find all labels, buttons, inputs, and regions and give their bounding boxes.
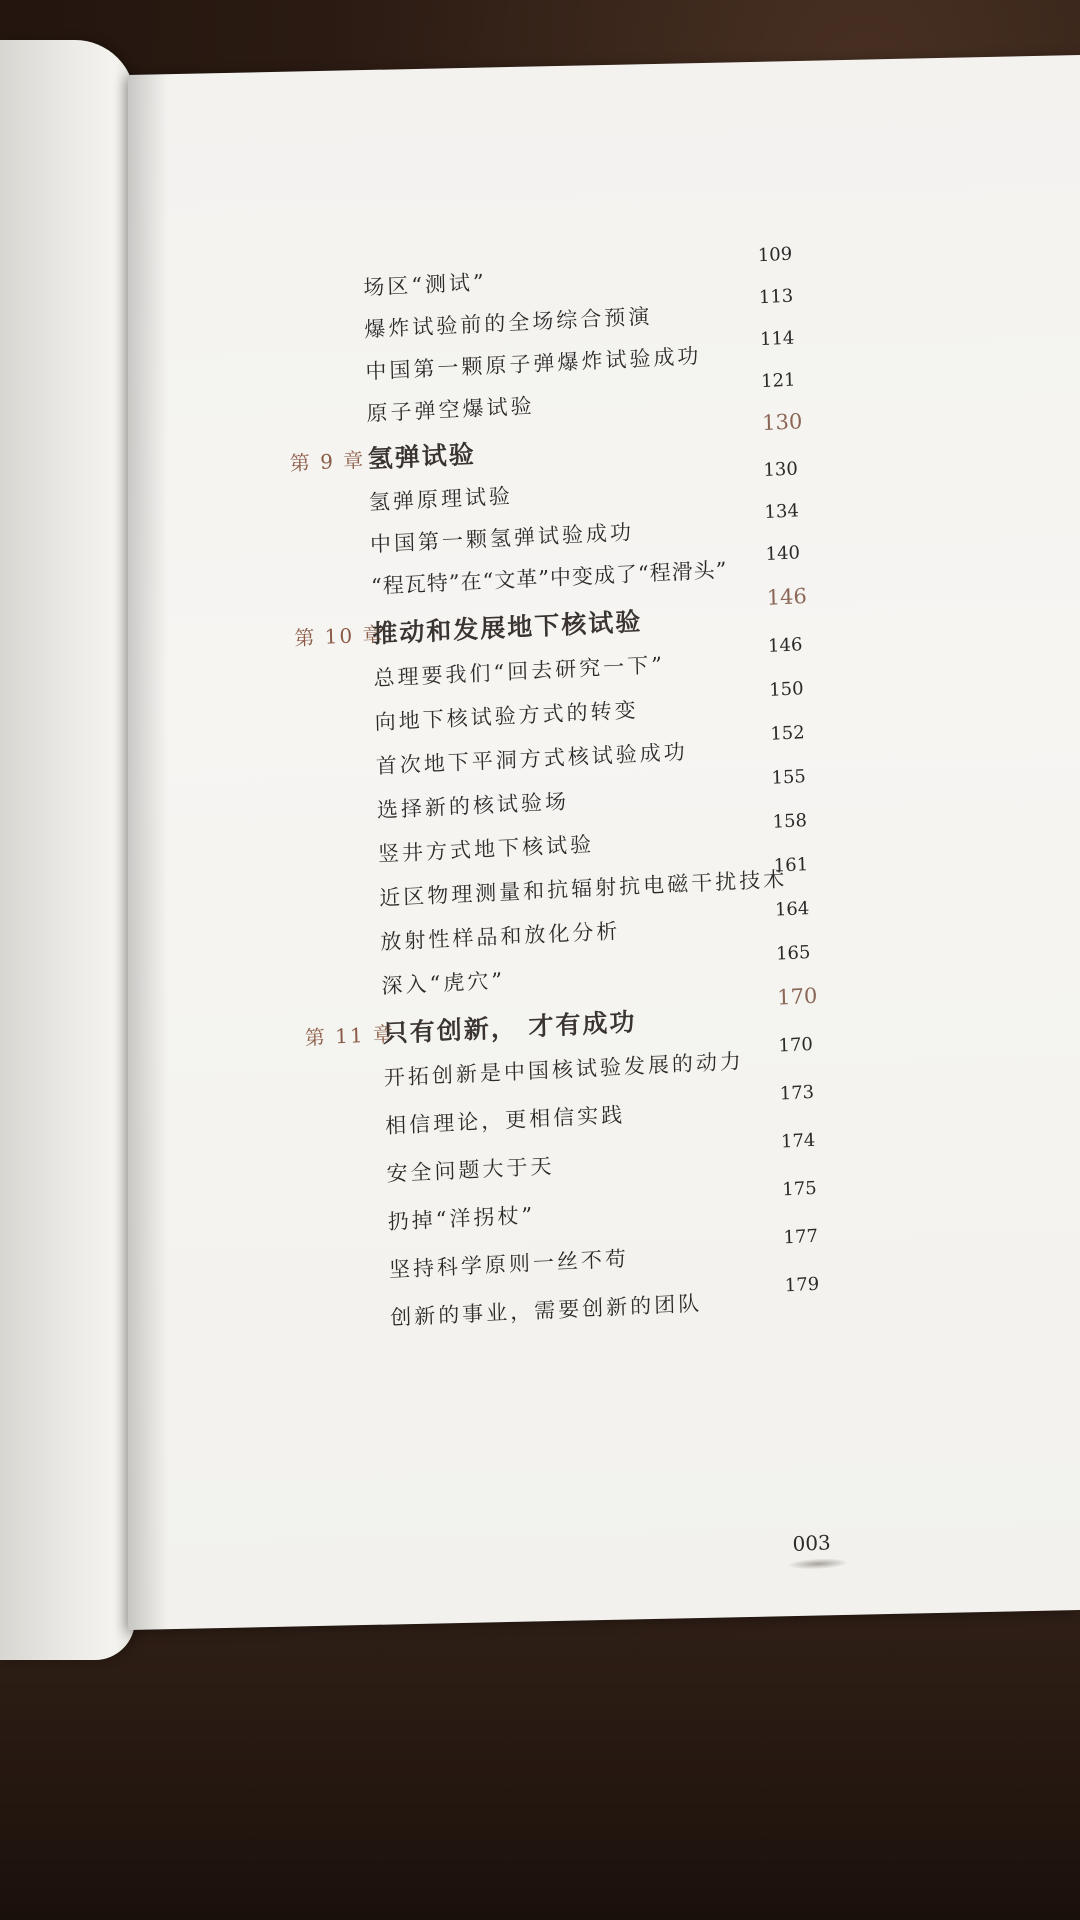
chapter-page: 170 <box>776 983 818 1010</box>
toc-entry-title: 竖井方式地下核试验 <box>377 832 595 867</box>
toc-entry-page: 175 <box>781 1177 817 1201</box>
toc-entry-page: 158 <box>772 810 808 833</box>
toc-entry-page: 113 <box>758 285 794 309</box>
toc-entry-page: 165 <box>775 942 811 965</box>
toc-entry-title: 相信理论，更相信实践 <box>384 1102 626 1139</box>
chapter-page: 130 <box>761 409 803 436</box>
table-edge <box>0 1610 1080 1920</box>
toc-entry-title: 首次地下平洞方式核试验成功 <box>375 739 689 779</box>
toc-entry-page: 114 <box>759 327 795 351</box>
toc-entry-page: 173 <box>779 1081 815 1105</box>
toc-entry-title: 爆炸试验前的全场综合预演 <box>364 304 653 342</box>
toc-entry-title: 中国第一颗氢弹试验成功 <box>369 520 635 557</box>
toc-entry-title: 创新的事业，需要创新的团队 <box>389 1291 703 1330</box>
chapter-page: 146 <box>766 584 808 610</box>
toc-entry-page: 179 <box>784 1273 820 1297</box>
page-number: 003 <box>792 1530 832 1557</box>
toc-entry-title: 坚持科学原则一丝不苟 <box>388 1246 630 1282</box>
toc-entry-title: 安全问题大于天 <box>386 1154 555 1187</box>
toc-entry-page: 152 <box>770 722 805 745</box>
toc-entry-page: 150 <box>768 678 804 701</box>
toc-entry-page: 140 <box>765 542 801 565</box>
toc-entry-title: 开拓创新是中国核试验发展的动力 <box>383 1049 745 1091</box>
toc-entry-title: 选择新的核试验场 <box>376 789 570 823</box>
toc-entry-page: 146 <box>767 634 803 657</box>
toc-entry-title: 深入“虎穴” <box>381 968 506 999</box>
toc-entry-page: 134 <box>764 500 800 523</box>
toc-entry-page: 174 <box>780 1129 816 1153</box>
toc-entry-page: 170 <box>778 1033 814 1057</box>
toc-entry-title: 放射性样品和放化分析 <box>380 918 621 955</box>
chapter-title: 推动和发展地下核试验 <box>371 606 643 649</box>
toc-entry-title: 场区“测试” <box>362 270 488 300</box>
toc-entry-page: 109 <box>757 243 793 267</box>
toc-entry-title: 近区物理测量和抗辐射抗电磁干扰技术 <box>378 867 788 911</box>
chapter-title: 氢弹试验 <box>367 439 477 474</box>
chapter-label: 第 11 章 <box>304 1021 396 1050</box>
ink-smudge <box>789 1557 847 1570</box>
toc-entry-page: 155 <box>771 766 807 789</box>
toc-entry-title: 中国第一颗原子弹爆炸试验成功 <box>365 343 702 384</box>
toc-entry-title: 扔掉“洋拐杖” <box>387 1203 536 1234</box>
toc-entry-page: 164 <box>774 898 810 921</box>
toc-entry-page: 177 <box>783 1225 819 1249</box>
table-of-contents <box>110 44 1080 1642</box>
toc-entry-title: 原子弹空爆试验 <box>366 393 535 426</box>
toc-entry-title: 氢弹原理试验 <box>368 483 514 515</box>
toc-entry-page: 121 <box>760 369 796 393</box>
chapter-title: 只有创新， 才有成功 <box>382 1007 637 1049</box>
chapter-label: 第 10 章 <box>294 621 385 651</box>
toc-entry-title: “程瓦特”在“文革”中变成了“程滑头” <box>370 557 728 599</box>
toc-entry-page: 130 <box>763 458 799 482</box>
toc-entry-title: 总理要我们“回去研究一下” <box>373 652 666 691</box>
chapter-label: 第 9 章 <box>289 447 366 476</box>
toc-entry-title: 向地下核试验方式的转变 <box>374 698 639 735</box>
toc-entry-page: 161 <box>773 854 809 877</box>
book-page <box>128 55 1080 1630</box>
